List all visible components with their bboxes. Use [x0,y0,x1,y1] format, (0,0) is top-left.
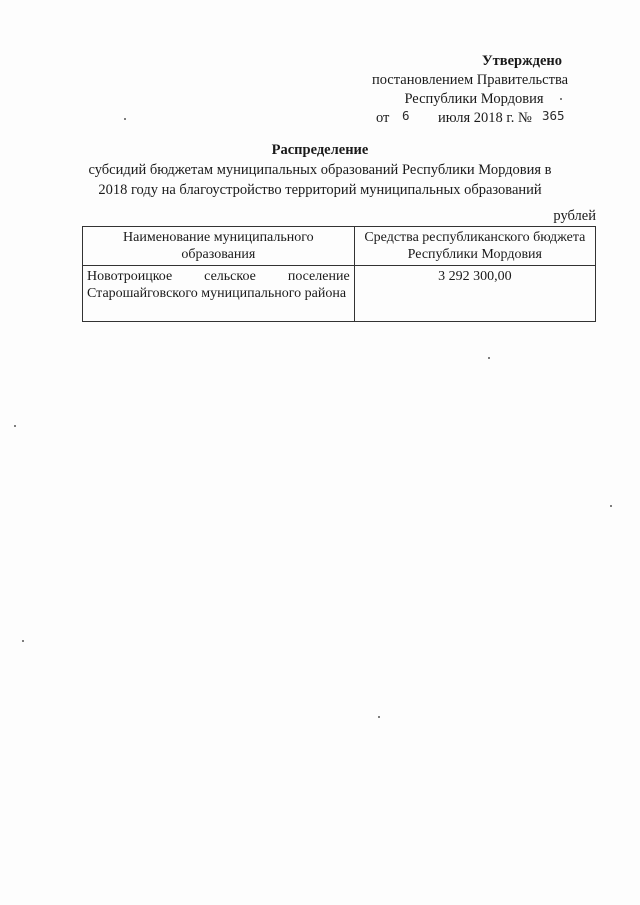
header-municipality: Наименование муниципального образования [83,227,355,266]
approval-block [340,52,600,128]
scan-speck [378,716,380,718]
scan-speck [124,118,126,120]
approval-line-1: постановлением Правительства [371,72,569,88]
units-label: рублей [553,208,596,224]
header-funds: Средства республиканского бюджета Республики Мордовия [354,227,595,266]
date-month-year: июля 2018 г. № [438,110,532,126]
approval-title: Утверждено [482,53,562,69]
document-heading [60,140,580,200]
date-day: 6 [402,108,410,123]
approval-line-2: Республики Мордовия [404,91,544,107]
scan-speck [22,640,24,642]
scan-speck [14,425,16,427]
cell-municipality-name: Новотроицкое сельское поселение Старошайговского муниципального района [83,266,355,322]
table-row [83,266,596,322]
scan-speck [610,505,612,507]
scan-speck [488,357,490,359]
cell-amount: 3 292 300,00 [354,266,595,322]
approval-date-line [340,109,600,128]
heading-line-1: субсидий бюджетам муниципальных образований Республики Мордовия в [88,162,552,178]
table-header-row [83,227,596,266]
heading-line-2: 2018 году на благоустройство территорий муниципальных образований [98,182,542,198]
scan-speck [560,98,562,100]
decree-number: 365 [542,108,565,123]
distribution-table [82,226,596,322]
heading-title: Распределение [271,142,369,158]
date-prefix: от [376,110,390,126]
